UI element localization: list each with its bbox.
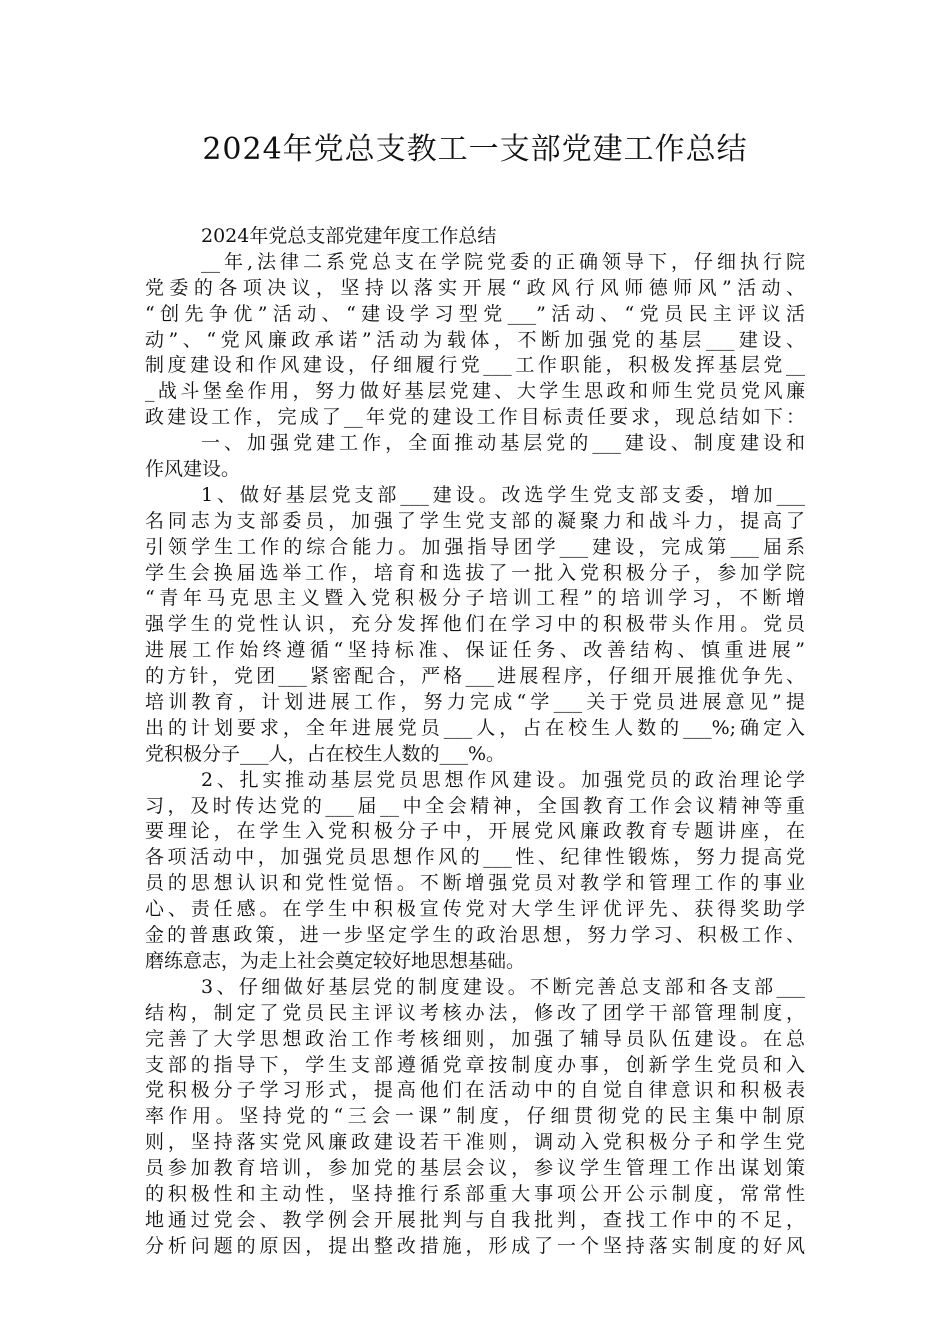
text-line: 制度建设和作风建设，仔细履行党___工作职能，积极发挥基层党__: [145, 354, 805, 377]
text-line: 政建设工作，完成了__年党的建设工作目标责任要求，现总结如下：: [145, 406, 805, 429]
text-line: 3、仔细做好基层党的制度建设。不断完善总支部和各支部___: [201, 975, 805, 998]
text-line: 1、做好基层党支部___建设。改选学生党支部支委，增加___: [201, 483, 805, 506]
text-line: 2024年党总支部党建年度工作总结: [201, 225, 497, 247]
text-line: 名同志为支部委员，加强了学生党支部的凝聚力和战斗力，提高了: [145, 509, 805, 532]
text-line: 的方针，党团___紧密配合，严格___进展程序，仔细开展推优争先、: [145, 665, 805, 688]
text-line: “创先争优”活动、“建设学习型党___”活动、“党员民主评议活: [145, 302, 805, 325]
text-line: 引领学生工作的综合能力。加强指导团学___建设，完成第___届系: [145, 535, 805, 558]
text-line: 完善了大学思想政治工作考核细则，加强了辅导员队伍建设。在总: [145, 1027, 805, 1050]
text-line: 习，及时传达党的___届__中全会精神，全国教育工作会议精神等重: [145, 794, 805, 817]
text-line: 2、扎实推动基层党员思想作风建设。加强党员的政治理论学: [201, 768, 805, 791]
text-line: 作风建设。: [145, 458, 241, 481]
document-body: [145, 224, 805, 1260]
text-line: 支部的指导下，学生支部遵循党章按制度办事，创新学生党员和入: [145, 1053, 805, 1076]
text-line: 学生会换届选举工作，培育和选拔了一批入党积极分子，参加学院: [145, 561, 805, 584]
text-line: __年,法律二系党总支在学院党委的正确领导下，仔细执行院: [201, 250, 805, 273]
text-line: 一、加强党建工作，全面推动基层党的___建设、制度建设和: [201, 432, 805, 455]
text-line: 党积极分子学习形式，提高他们在活动中的自觉自律意识和积极表: [145, 1079, 805, 1102]
text-line: 结构，制定了党员民主评议考核办法，修改了团学干部管理制度，: [145, 1001, 805, 1024]
text-line: 心、责任感。在学生中积极宣传党对大学生评优评先、获得奖助学: [145, 898, 805, 921]
text-line: 出的计划要求，全年进展党员___人，占在校生人数的___%;确定入: [145, 716, 805, 739]
text-line: 磨练意志，为走上社会奠定较好地思想基础。: [145, 949, 526, 972]
text-line: 要理论，在学生入党积极分子中，开展党风廉政教育专题讲座，在: [145, 820, 805, 843]
text-line: “青年马克思主义暨入党积极分子培训工程”的培训学习，不断增: [145, 587, 805, 610]
text-line: 培训教育，计划进展工作，努力完成“学___关于党员进展意见”提: [145, 691, 805, 714]
text-line: 地通过党会、教学例会开展批判与自我批判，查找工作中的不足，: [145, 1208, 805, 1231]
text-line: 进展工作始终遵循“坚持标准、保证任务、改善结构、慎重进展”: [145, 639, 805, 662]
text-line: 强学生的党性认识，充分发挥他们在学习中的积极带头作用。党员: [145, 613, 805, 636]
text-line: 动”、“党风廉政承诺”活动为载体，不断加强党的基层___建设、: [145, 328, 805, 351]
document-title: 2024年党总支教工一支部党建工作总结: [202, 132, 748, 167]
text-line: 的积极性和主动性，坚持推行系部重大事项公开公示制度，常常性: [145, 1182, 805, 1205]
text-line: 分析问题的原因，提出整改措施，形成了一个坚持落实制度的好风: [145, 1234, 805, 1257]
text-line: _战斗堡垒作用，努力做好基层党建、大学生思政和师生党员党风廉: [145, 380, 805, 403]
text-line: 员的思想认识和党性觉悟。不断增强党员对教学和管理工作的事业: [145, 872, 805, 895]
text-line: 党积极分子___人，占在校生人数的___%。: [145, 742, 506, 765]
text-line: 则，坚持落实党风廉政建设若干准则，调动入党积极分子和学生党: [145, 1131, 805, 1154]
text-line: 率作用。坚持党的“三会一课”制度，仔细贯彻党的民主集中制原: [145, 1105, 805, 1128]
text-line: 员参加教育培训，参加党的基层会议，参议学生管理工作出谋划策: [145, 1157, 805, 1180]
text-line: 金的普惠政策，进一步坚定学生的政治思想，努力学习、积极工作、: [145, 924, 805, 947]
text-line: 党委的各项决议，坚持以落实开展“政风行风师德师风”活动、: [145, 276, 805, 299]
text-line: 各项活动中，加强党员思想作风的___性、纪律性锻炼，努力提高党: [145, 846, 805, 869]
